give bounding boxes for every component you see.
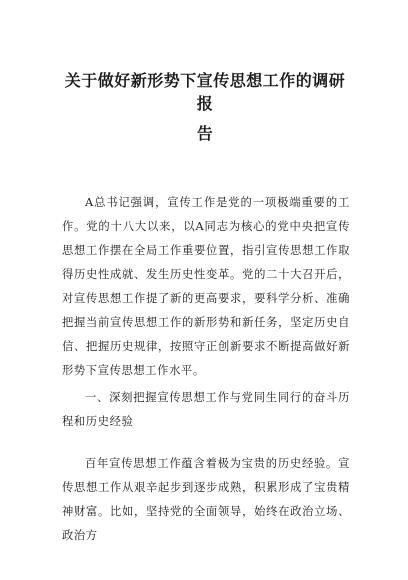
document-title-line2: 告	[196, 124, 214, 143]
section-heading-1: 一、深刻把握宣传思想工作与党同生同行的奋斗历程和历史经验	[62, 391, 350, 428]
body-paragraph-2: 百年宣传思想工作蕴含着极为宝贵的历史经验。宣传思想工作从艰辛起步到逐步成熟，积累形成了宝贵精神财富。比如，坚持党的全面领导，始终在政治立场、政治方	[62, 457, 350, 542]
document-title-line1: 关于做好新形势下宣传思想工作的调研报	[64, 71, 346, 113]
body-paragraph-1: A总书记强调，宣传工作是党的一项极端重要的工作。党的十八大以来，以A同志为核心的党中央把宣传思想工作摆在全局工作重要位置，指引宣传思想工作取得历史性成就、发生历史性变革。党的二十大召开后，对宣传思想工作提了新的更高要求，要科学分析、准确把握当前宣传思想工作的新形势和新任务，坚定历史自信、把握历史规律，按照守正创新要求不断提高做好新形势下宣传思想工作水平。	[62, 196, 350, 377]
